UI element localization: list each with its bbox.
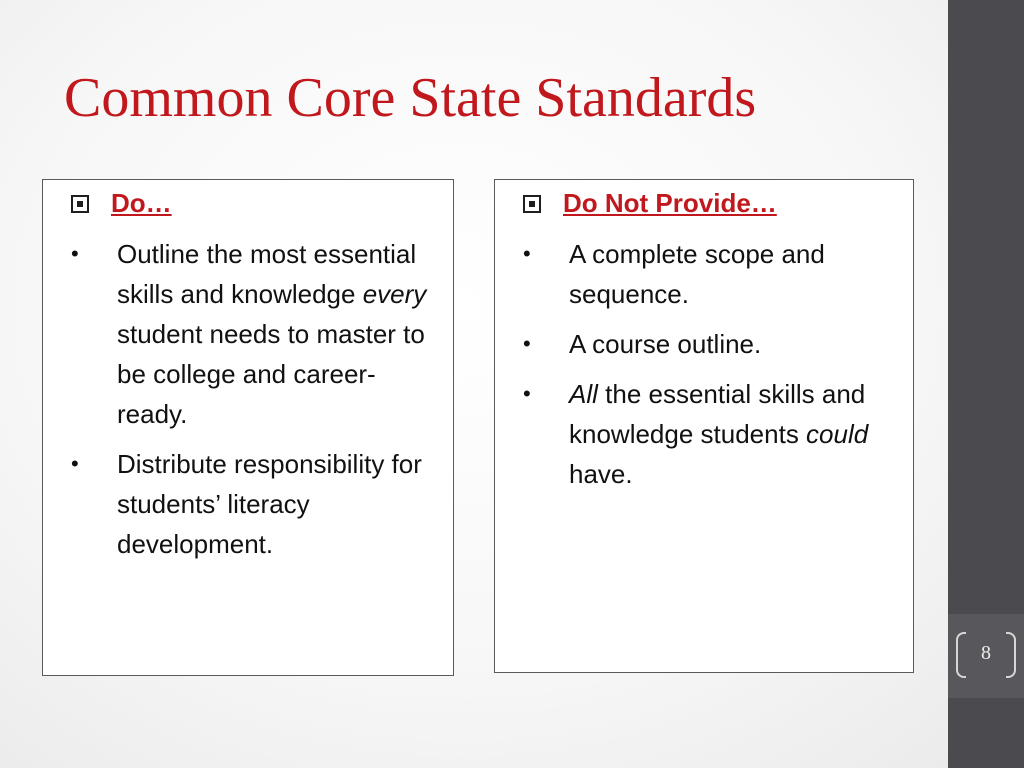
- do-heading-row: [71, 188, 172, 219]
- bullet-icon: •: [523, 381, 531, 406]
- bullet-icon: •: [523, 331, 531, 356]
- do-not-heading-row: [523, 188, 777, 219]
- do-not-provide-panel: [494, 179, 914, 673]
- list-item: [71, 234, 431, 434]
- list-item-text: Distribute responsibility for students’ literacy development.: [117, 449, 422, 559]
- checkbox-bullet-icon: [523, 195, 541, 213]
- do-panel: [42, 179, 454, 676]
- bullet-icon: •: [523, 241, 531, 266]
- list-item: [71, 444, 431, 564]
- emphasis-text: could: [806, 419, 869, 449]
- list-item-text: A course outline.: [569, 329, 762, 359]
- do-not-list: [523, 234, 893, 504]
- text-span: the essential skills and knowledge students: [569, 379, 866, 449]
- do-heading: Do…: [111, 188, 172, 218]
- do-list: [71, 234, 431, 574]
- text-span: have.: [569, 459, 633, 489]
- list-item: [523, 374, 893, 494]
- page-number-box: [948, 614, 1024, 698]
- page-number: 8: [981, 642, 991, 664]
- list-item-text: A complete scope and sequence.: [569, 239, 825, 309]
- list-item: [523, 324, 893, 364]
- list-item-text: [117, 234, 431, 434]
- emphasis-text: All: [569, 379, 598, 409]
- text-span: student needs to master to be college and career-ready.: [117, 319, 425, 429]
- bullet-icon: •: [71, 451, 79, 476]
- do-not-provide-heading: Do Not Provide…: [563, 188, 777, 218]
- checkbox-bullet-icon: [71, 195, 89, 213]
- emphasis-text: every: [362, 279, 427, 309]
- text-span: Outline the most essential skills and knowledge: [117, 239, 417, 309]
- list-item-text: [569, 374, 893, 494]
- slide-title: Common Core State Standards: [64, 67, 757, 129]
- list-item: [523, 234, 893, 314]
- bullet-icon: •: [71, 241, 79, 266]
- right-bracket-icon: [1006, 632, 1016, 678]
